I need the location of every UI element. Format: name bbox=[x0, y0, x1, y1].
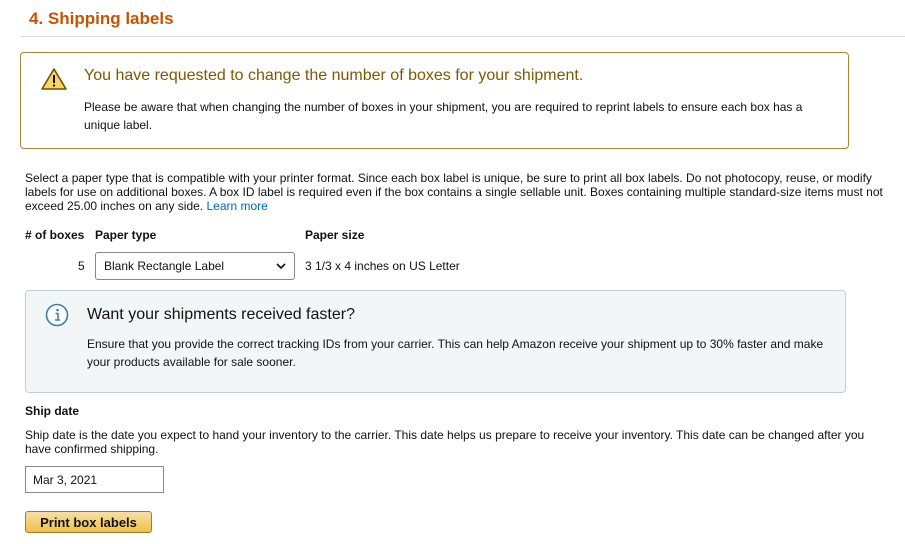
paper-size-value: 3 1/3 x 4 inches on US Letter bbox=[305, 259, 460, 273]
ship-date-description: Ship date is the date you expect to hand your inventory to the carrier. This date helps us prepare to receive your inventory. This date can be changed after you have confirmed shipping. bbox=[25, 428, 865, 456]
paper-type-select[interactable] bbox=[95, 252, 295, 280]
paper-type-value: Blank Rectangle Label bbox=[104, 259, 225, 273]
chevron-down-icon bbox=[276, 263, 286, 270]
info-body: Ensure that you provide the correct tracking IDs from your carrier. This can help Amazon receive your shipment up to 30% faster and make your products available for sale sooner. bbox=[87, 337, 824, 369]
paper-size-column-header: Paper size bbox=[305, 228, 365, 242]
warning-body: Please be aware that when changing the number of boxes in your shipment, you are required to reprint labels to ensure each box has a unique label. bbox=[84, 100, 803, 132]
boxes-column-header: # of boxes bbox=[25, 228, 85, 242]
info-alert bbox=[25, 290, 846, 393]
print-box-labels-button[interactable]: Print box labels bbox=[25, 511, 152, 533]
ship-date-input[interactable]: Mar 3, 2021 bbox=[25, 466, 164, 493]
paper-instructions bbox=[25, 171, 895, 213]
section-divider bbox=[20, 36, 905, 37]
ship-date-title: Ship date bbox=[25, 404, 80, 418]
paper-instructions-text: Select a paper type that is compatible with your printer format. Since each box label is unique, be sure to print all box labels. Do not photocopy, reuse, or modify labels for use on additional boxes. A box ID label is required even if the box contains a single sellable unit. Boxes containing multiple standard-size items must not exceed 25.00 inches on any side. bbox=[25, 171, 883, 213]
warning-heading: You have requested to change the number of boxes for your shipment. bbox=[84, 67, 584, 84]
warning-alert bbox=[20, 52, 849, 149]
section-title: 4. Shipping labels bbox=[29, 9, 174, 28]
boxes-count: 5 bbox=[78, 259, 85, 273]
learn-more-link[interactable]: Learn more bbox=[206, 199, 268, 213]
warning-triangle-icon bbox=[41, 67, 67, 91]
info-heading: Want your shipments received faster? bbox=[87, 306, 355, 323]
paper-type-column-header: Paper type bbox=[95, 228, 157, 242]
info-circle-icon bbox=[45, 303, 69, 327]
